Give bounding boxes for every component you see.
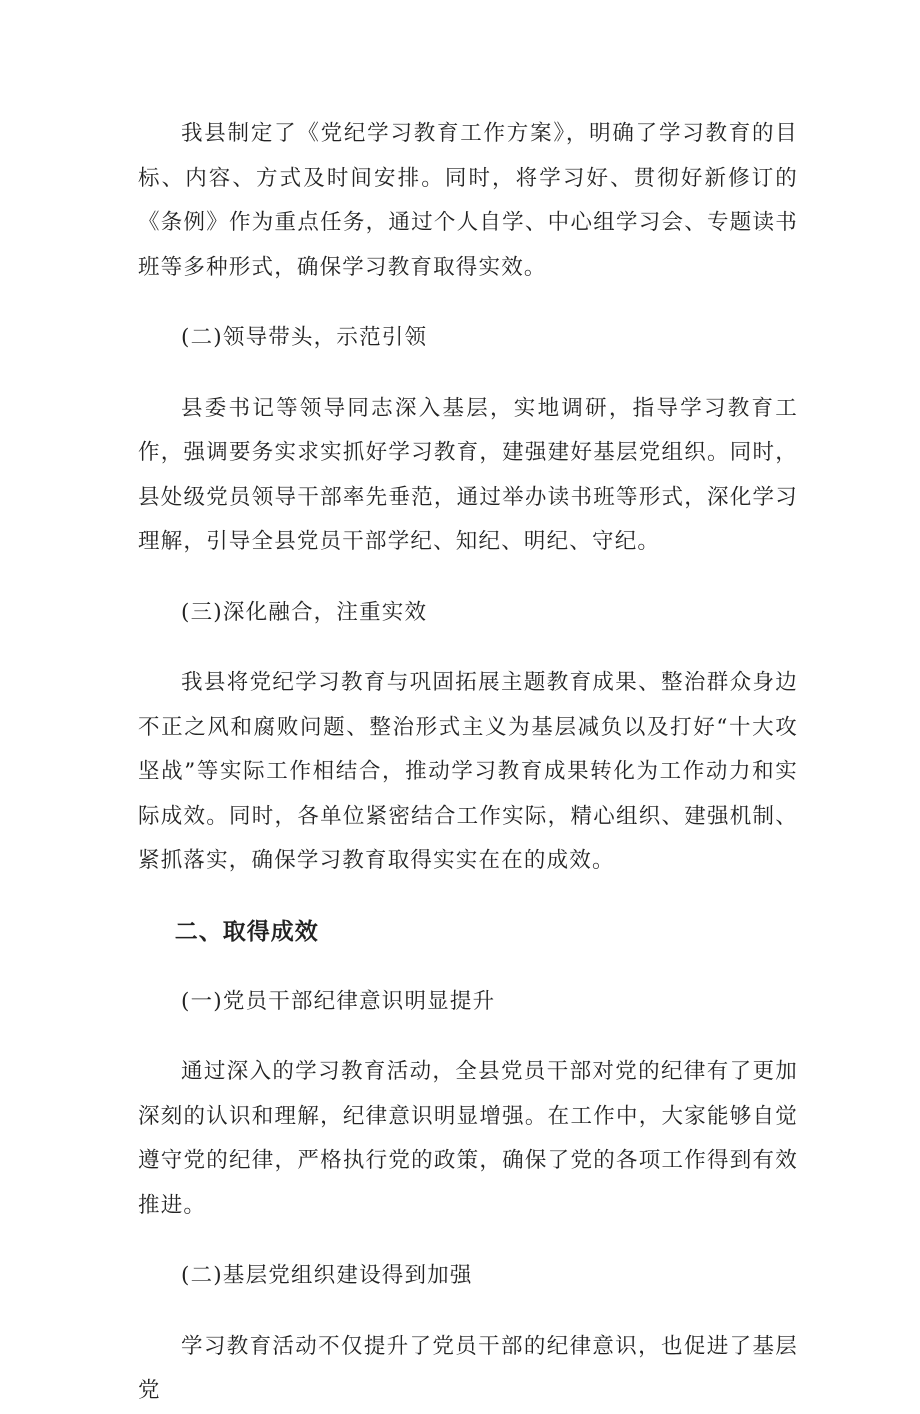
paragraph-leadership: 县委书记等领导同志深入基层，实地调研，指导学习教育工作，强调要务实求实抓好学习教育，建强建好基层党组织。同时，县处级党员领导干部率先垂范，通过举办读书班等形式，深化学习理解，引导全县党员干部学纪、知纪、明纪、守纪。 [138, 395, 798, 554]
paragraph-plan: 我县制定了《党纪学习教育工作方案》，明确了学习教育的目标、内容、方式及时间安排。同时，将学习好、贯彻好新修订的《条例》作为重点任务，通过个人自学、中心组学习会、专题读书班等多种形式，确保学习教育取得实效。 [138, 121, 798, 280]
paragraph-gap [138, 1299, 798, 1325]
paragraph-gap [138, 954, 798, 980]
subheading-grassroots: (二)基层党组织建设得到加强 [181, 1263, 473, 1288]
paragraph-gap [138, 1228, 798, 1254]
subheading-integration: (三)深化融合，注重实效 [181, 599, 428, 625]
document-body [138, 112, 798, 1414]
paragraph-grassroots: 学习教育活动不仅提升了党员干部的纪律意识，也促进了基层党 [138, 1333, 798, 1403]
subheading-leadership: (二)领导带头，示范引领 [181, 325, 428, 350]
paragraph-integration: 我县将党纪学习教育与巩固拓展主题教育成果、整治群众身边不正之风和腐败问题、整治形式主义为基层减负以及打好“十大攻坚战”等实际工作相结合，推动学习教育成果转化为工作动力和实际成效。同时，各单位紧密结合工作实际，精心组织、建强机制、紧抓落实，确保学习教育取得实实在在的成效。 [138, 670, 798, 873]
section-heading-results: 二、取得成效 [174, 918, 319, 945]
paragraph-gap [138, 290, 798, 316]
paragraph-gap [138, 565, 798, 591]
paragraph-gap [138, 884, 798, 910]
paragraph-gap [138, 635, 798, 661]
paragraph-gap [138, 361, 798, 387]
paragraph-discipline: 通过深入的学习教育活动，全县党员干部对党的纪律有了更加深刻的认识和理解，纪律意识明显增强。在工作中，大家能够自觉遵守党的纪律，严格执行党的政策，确保了党的各项工作得到有效推进。 [138, 1059, 798, 1218]
paragraph-gap [138, 1024, 798, 1050]
subheading-discipline: (一)党员干部纪律意识明显提升 [181, 988, 496, 1014]
